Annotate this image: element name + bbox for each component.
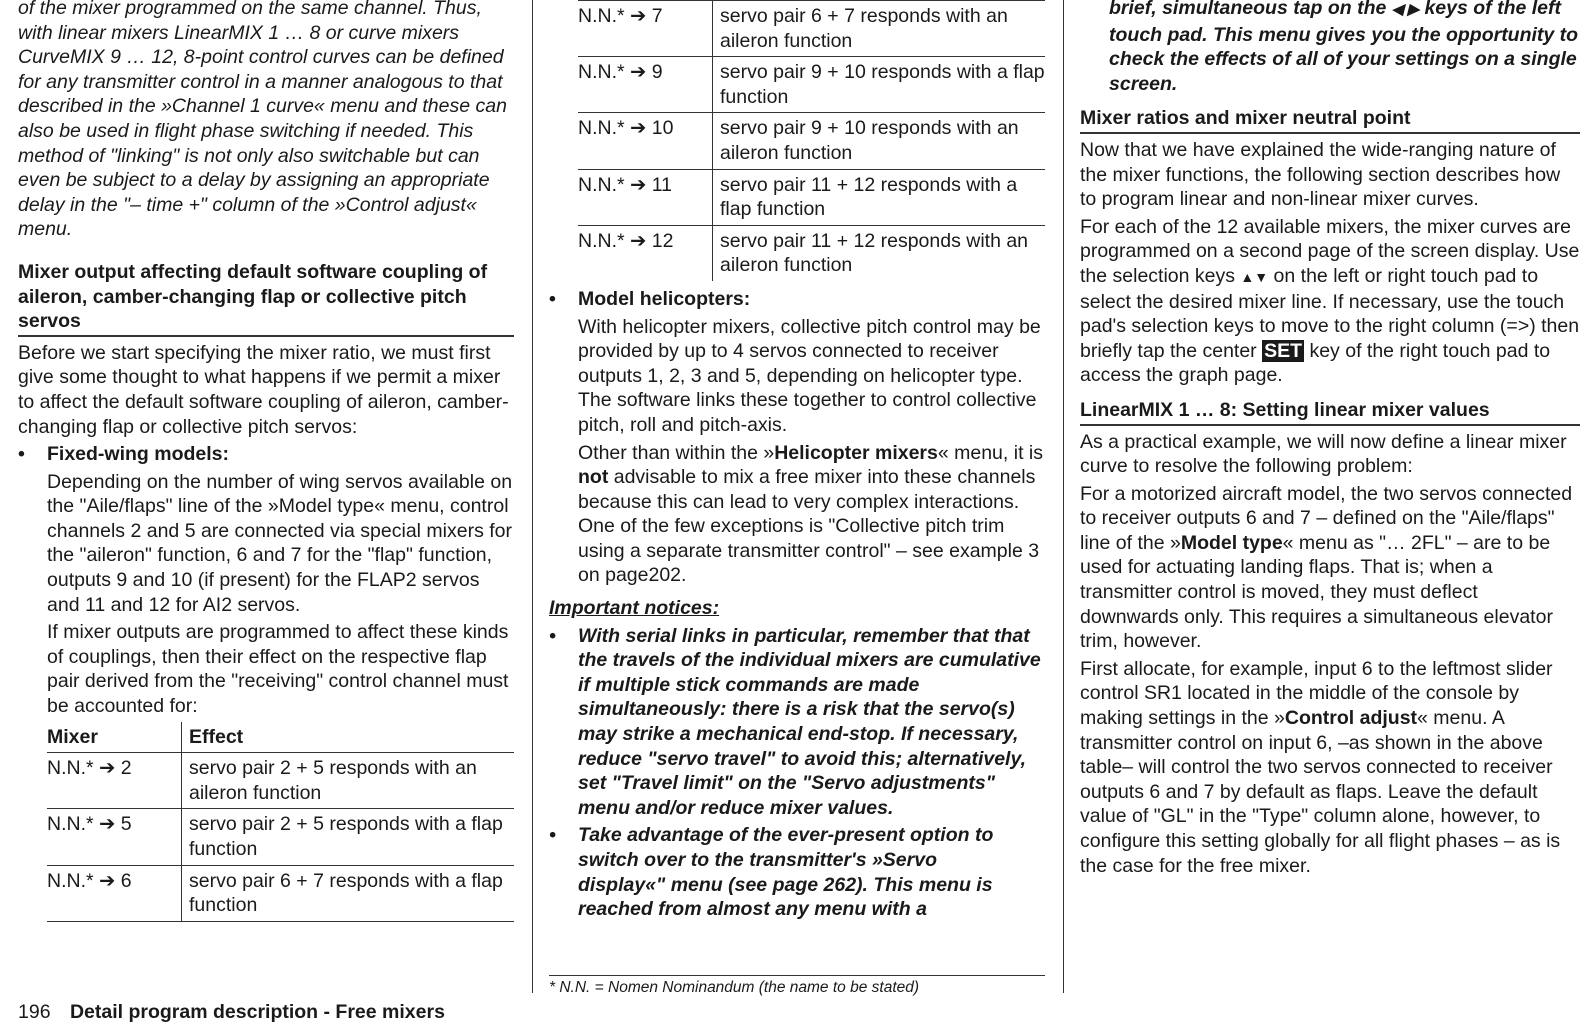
notice-1 bbox=[549, 624, 1045, 821]
table-row bbox=[47, 865, 514, 921]
table-cell-mixer: N.N.* ➔ 10 bbox=[578, 113, 713, 169]
fixed-wing-paragraph-1: Depending on the number of wing servos available on the "Aile/flaps" line of the »Model type« menu, control channels 2 and 5 are connected via special mixers for the "aileron" function, 6 and 7 for the "flap" function, outputs 9 and 10 (if present) for the FLAP2 servos and 11 and 12 for AI2 servos. bbox=[47, 470, 513, 616]
notice-2-continued bbox=[1080, 0, 1580, 96]
bullet-fixed-wing bbox=[18, 442, 514, 467]
linearmix-paragraph-1: As a practical example, we will now define a linear mixer curve to resolve the following problem: bbox=[1080, 430, 1567, 478]
table-cell-effect: servo pair 2 + 5 responds with an aileron function bbox=[182, 753, 515, 809]
mixer-table-part-2 bbox=[549, 0, 1045, 281]
bullet-dot: • bbox=[18, 443, 25, 466]
intro-before-mixer-ratio: Before we start specifying the mixer ratio, we must first give some thought to what happens if we permit a mixer to affect the default software coupling of aileron, camber-changing flap or collective pitch servos: bbox=[18, 341, 509, 438]
table-row bbox=[47, 809, 514, 865]
table-cell-effect: servo pair 6 + 7 responds with an aileron function bbox=[713, 1, 1046, 57]
set-key-icon: SET bbox=[1264, 339, 1303, 362]
table-cell-effect: servo pair 6 + 7 responds with a flap function bbox=[182, 865, 515, 921]
bullet-helicopters bbox=[549, 287, 1045, 312]
page-number: 196 bbox=[18, 1001, 51, 1023]
table-cell-mixer: N.N.* ➔ 9 bbox=[578, 57, 713, 113]
table-cell-effect: servo pair 2 + 5 responds with a flap function bbox=[182, 809, 515, 865]
text-run: « menu, it is bbox=[937, 441, 1043, 464]
table-cell-mixer: N.N.* ➔ 11 bbox=[578, 169, 713, 225]
table-header-mixer: Mixer bbox=[47, 722, 182, 753]
table-cell-mixer: N.N.* ➔ 6 bbox=[47, 865, 182, 921]
bullet-label-helicopters: Model helicopters: bbox=[578, 287, 751, 310]
text-run: « menu as "… 2FL" – are to be used for actuating landing flaps. That is; when a transmitter control is moved, they must deflect downwards only. This requires a simultaneous elevator trim, however. bbox=[1080, 531, 1553, 653]
up-down-keys-icon: ▲▼ bbox=[1240, 268, 1269, 285]
text-run: advisable to mix a free mixer into these channels because this can lead to very complex interactions. One of the few exceptions is "Collective pitch trim using a separate transmitter control" – see example 3 on page202. bbox=[578, 466, 1040, 587]
column-2 bbox=[549, 0, 1045, 925]
text-run: « menu. A transmitter control on input 6, –as shown in the above table– will control the two servos connected to receiver outputs 6 and 7 by default as flaps. Leave the default value of "GL" in the "Type" column alone, however, to configure this setting globally for all flight phases – as is the case for the free mixer. bbox=[1080, 707, 1561, 877]
bullet-dot: • bbox=[549, 824, 556, 847]
table-row bbox=[578, 113, 1045, 169]
table-cell-effect: servo pair 11 + 12 responds with an aileron function bbox=[720, 229, 1029, 277]
table-cell-mixer: N.N.* ➔ 5 bbox=[47, 809, 182, 865]
intro-paragraph: of the mixer programmed on the same channel. Thus, with linear mixers LinearMIX 1 … 8 or curve mixers CurveMIX 9 … 12, 8-point control curves can be defined for any transmitter control in a manner analogous to that described in the »Channel 1 curve« menu and these can also be used in flight phase switching if needed. This method of "linking" is not only also switchable but can even be subject to a delay by assigning an appropriate delay in the "– time +" column of the »Control adjust« menu. bbox=[18, 0, 507, 241]
table-row bbox=[578, 225, 1045, 281]
text-run: For a motorized aircraft model, the two servos connected to receiver outputs 6 and 7 – defined on the "Aile/flaps" line of the » bbox=[1080, 482, 1573, 554]
notice-1-text: With serial links in particular, remember that that the travels of the individual mixers are cumulative if multiple stick commands are made simultaneously: there is a risk that the servo(s) may strike a mechanical end-stop. If necessary, reduce "servo travel" to avoid this; alternatively, set "Travel limit" on the "Servo adjustments" menu and/or reduce mixer values. bbox=[578, 624, 1041, 819]
bullet-label-fixed-wing: Fixed-wing models: bbox=[47, 443, 230, 466]
text-run: brief, simultaneous tap on the bbox=[1109, 0, 1392, 19]
emphasis-not: not bbox=[578, 466, 609, 489]
fixed-wing-paragraph-2: If mixer outputs are programmed to affect these kinds of couplings, then their effect on the respective flap pair derived from the "receiving" control channel must be accounted for: bbox=[47, 621, 509, 718]
text-run: First allocate, for example, input 6 to the leftmost slider control SR1 located in the middle of the console by making settings in the » bbox=[1080, 657, 1553, 730]
menu-name-helicopter-mixers: Helicopter mixers bbox=[774, 441, 938, 464]
notice-2-text: Take advantage of the ever-present option to switch over to the transmitter's »Servo display«" menu (see page 262). This menu is reached from almost any menu with a bbox=[578, 824, 994, 921]
table-cell-effect: servo pair 11 + 12 responds with a flap function bbox=[713, 169, 1046, 225]
table-row bbox=[578, 57, 1045, 113]
bullet-dot: • bbox=[549, 287, 556, 310]
bullet-dot: • bbox=[549, 624, 556, 647]
menu-name-control-adjust: Control adjust bbox=[1284, 707, 1418, 730]
left-right-keys-icon: ◀ ▶ bbox=[1391, 1, 1420, 18]
table-header-effect: Effect bbox=[182, 722, 515, 753]
linearmix-paragraph-3 bbox=[1080, 657, 1580, 878]
mixer-table-part-1 bbox=[18, 722, 514, 922]
mixer-ratios-paragraph-2 bbox=[1080, 215, 1580, 388]
table-header-row bbox=[47, 722, 514, 753]
page-footer-title: Detail program description - Free mixers bbox=[69, 1001, 445, 1023]
helicopter-paragraph-1: With helicopter mixers, collective pitch control may be provided by up to 4 servos connected to receiver outputs 1, 2, 3 and 5, depending on helicopter type. The software links these together to control collective pitch, roll and pitch-axis. bbox=[578, 315, 1041, 436]
column-1 bbox=[18, 0, 514, 922]
section-heading-mixer-output: Mixer output affecting default software coupling of aileron, camber-changing flap or collective pitch servos bbox=[18, 260, 514, 337]
linearmix-paragraph-2 bbox=[1080, 482, 1580, 654]
footnote: * N.N. = Nomen Nominandum (the name to be stated) bbox=[549, 975, 1045, 997]
notice-2 bbox=[549, 823, 1008, 921]
page-footer bbox=[18, 1001, 445, 1024]
text-run: on the left or right touch pad to select the desired mixer line. If necessary, use the touch pad's selection keys to move to the right column (=>) then briefly tap the center bbox=[1080, 264, 1580, 362]
text-run: For each of the 12 available mixers, the mixer curves are programmed on a second page of the screen display. Use the selection keys bbox=[1080, 215, 1580, 287]
section-heading-mixer-ratios: Mixer ratios and mixer neutral point bbox=[1080, 106, 1580, 134]
column-divider-right bbox=[1063, 0, 1064, 993]
text-run: Other than within the » bbox=[578, 441, 775, 464]
table-cell-mixer: N.N.* ➔ 12 bbox=[578, 225, 713, 281]
section-heading-linearmix: LinearMIX 1 … 8: Setting linear mixer values bbox=[1080, 398, 1580, 426]
important-notices-heading: Important notices: bbox=[549, 597, 720, 620]
helicopter-paragraph-2 bbox=[549, 441, 1045, 589]
table-row bbox=[578, 1, 1045, 57]
column-divider-left bbox=[532, 0, 533, 993]
text-run: key of the right touch pad to access the graph page. bbox=[1080, 339, 1551, 387]
table-cell-effect: servo pair 9 + 10 responds with a flap function bbox=[713, 57, 1046, 113]
mixer-ratios-paragraph-1: Now that we have explained the wide-ranging nature of the mixer functions, the following section describes how to program linear and non-linear mixer curves. bbox=[1080, 138, 1561, 211]
table-cell-mixer: N.N.* ➔ 2 bbox=[47, 753, 182, 809]
column-3 bbox=[1080, 0, 1580, 881]
menu-name-model-type: Model type bbox=[1180, 531, 1283, 554]
table-row bbox=[578, 169, 1045, 225]
table-cell-effect: servo pair 9 + 10 responds with an aileron function bbox=[713, 113, 1046, 169]
table-row bbox=[47, 753, 514, 809]
text-run: keys of the left touch pad. This menu gives you the opportunity to check the effects of all of your settings on a single screen. bbox=[1109, 0, 1579, 95]
table-cell-mixer: N.N.* ➔ 7 bbox=[578, 1, 713, 57]
